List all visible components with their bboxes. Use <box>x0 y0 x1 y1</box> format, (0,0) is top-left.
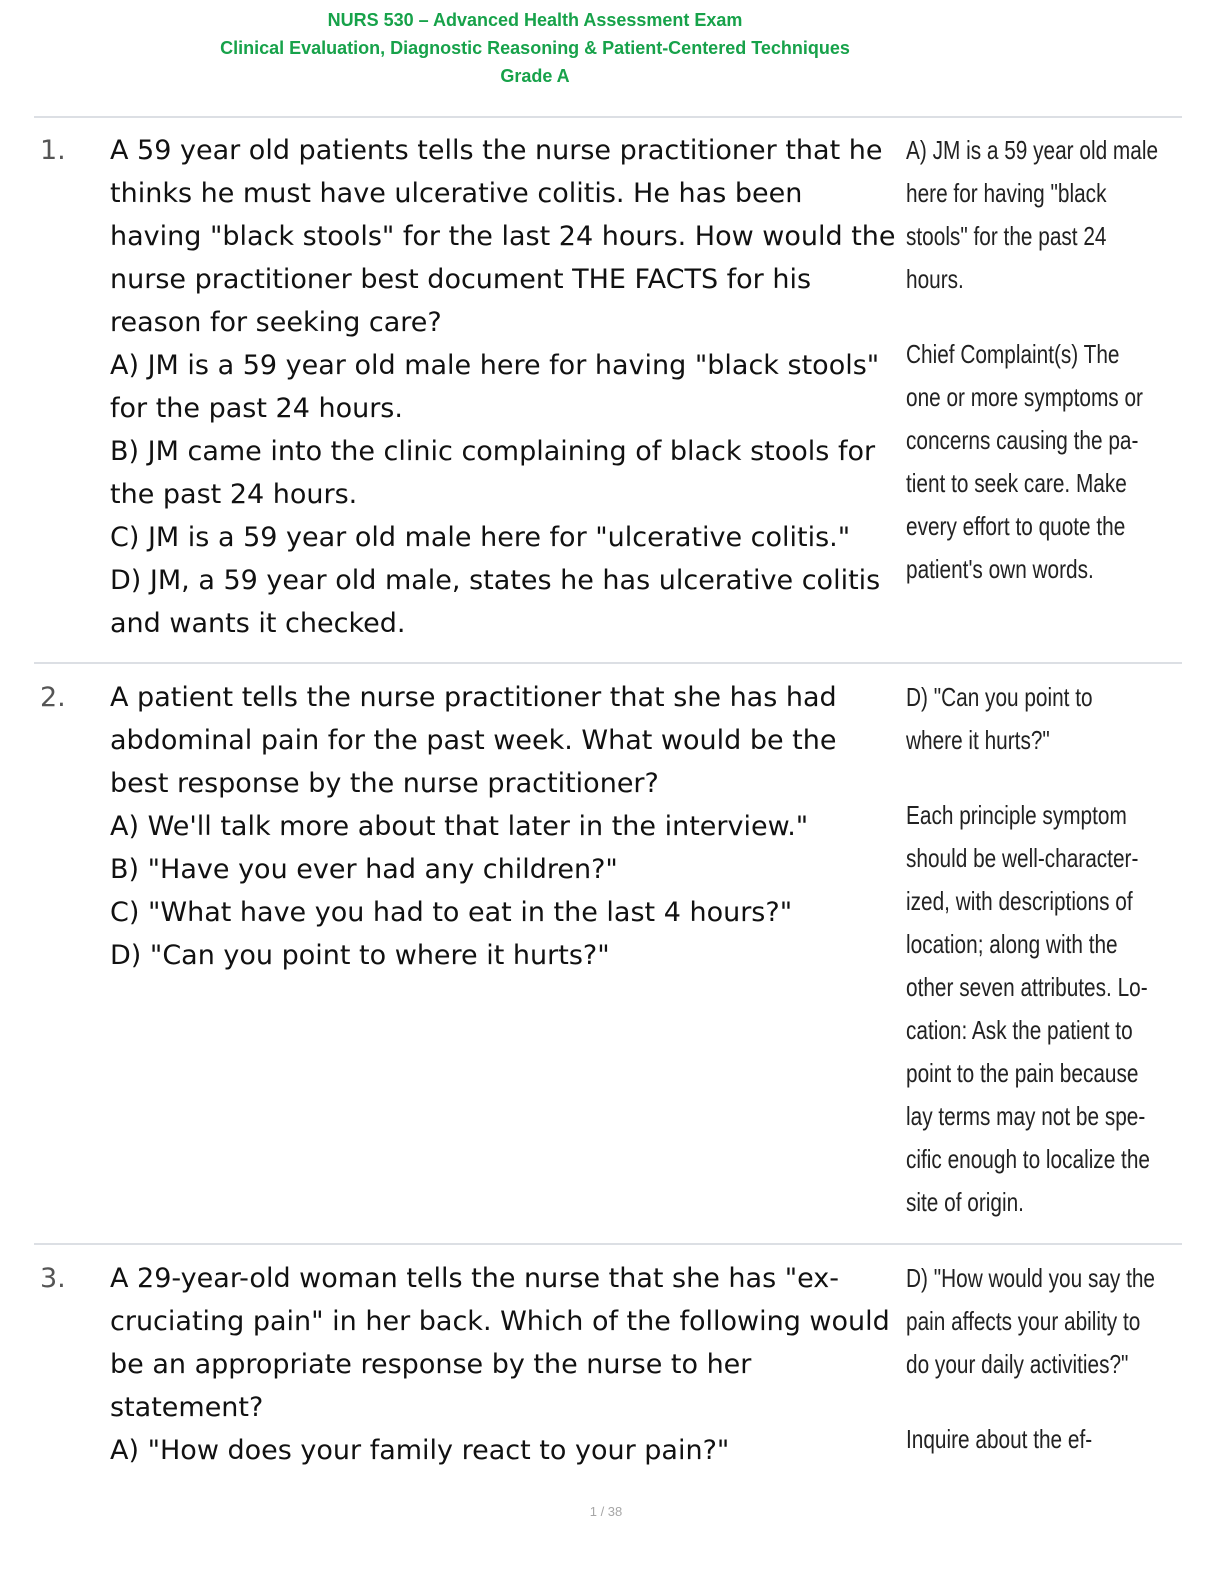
answer-line: D) "How would you say the <box>906 1263 1156 1293</box>
rationale-line: concerns causing the pa- <box>906 425 1139 455</box>
answer-panel <box>906 1257 1156 1461</box>
answer-line: stools" for the past 24 <box>906 221 1107 251</box>
spacer <box>906 301 1116 333</box>
answer-line: pain affects your ability to <box>906 1306 1141 1336</box>
rationale-line: cation: Ask the patient to <box>906 1015 1133 1045</box>
rationale-line: Each principle symptom <box>906 800 1127 830</box>
option-d: D) JM, a 59 year old male, states he has ulcerative colitis and wants it checked. <box>110 565 881 639</box>
spacer <box>906 762 1116 794</box>
rationale-line: should be well-character- <box>906 843 1139 873</box>
rationale-line: site of origin. <box>906 1187 1024 1217</box>
answer-panel <box>906 129 1159 591</box>
answer-panel <box>906 676 1150 1224</box>
question-text: A 29-year-old woman tells the nurse that she has "ex-cruciating pain" in her back. Which of the following would be an appropriate response by the nurse to her statement? <box>110 1263 890 1423</box>
divider <box>34 1243 1182 1245</box>
rationale-line: other seven attributes. Lo- <box>906 972 1148 1002</box>
option-c: C) "What have you had to eat in the last 4 hours?" <box>110 897 793 928</box>
divider <box>34 116 1182 118</box>
rationale-line: tient to seek care. Make <box>906 468 1127 498</box>
spacer <box>906 1386 1116 1418</box>
option-a: A) We'll talk more about that later in the interview." <box>110 811 809 842</box>
rationale-line: every effort to quote the <box>906 511 1126 541</box>
question-body <box>110 676 900 977</box>
rationale-line: lay terms may not be spe- <box>906 1101 1146 1131</box>
question-number: 1. <box>40 135 66 166</box>
answer-line: D) "Can you point to <box>906 682 1093 712</box>
rationale-line: location; along with the <box>906 929 1118 959</box>
question-number: 2. <box>40 682 66 713</box>
rationale-line: one or more symptoms or <box>906 382 1143 412</box>
option-a: A) "How does your family react to your pain?" <box>110 1435 730 1466</box>
question-body <box>110 1257 900 1472</box>
option-c: C) JM is a 59 year old male here for "ulcerative colitis." <box>110 522 851 553</box>
grade-label: Grade A <box>500 66 570 86</box>
option-b: B) JM came into the clinic complaining of black stools for the past 24 hours. <box>110 436 876 510</box>
rationale-line: point to the pain because <box>906 1058 1139 1088</box>
page-number: 1 / 38 <box>589 1504 623 1519</box>
divider <box>34 662 1182 664</box>
rationale-line: patient's own words. <box>906 554 1094 584</box>
rationale-line: Inquire about the ef- <box>906 1424 1093 1454</box>
question-text: A 59 year old patients tells the nurse practitioner that he thinks he must have ulcerative colitis. He has been having "black stools" for the last 24 hours. How would the nurse practitioner best document THE FACTS for his reason for seeking care? <box>110 135 896 338</box>
question-body <box>110 129 900 645</box>
option-a: A) JM is a 59 year old male here for having "black stools" for the past 24 hours. <box>110 350 880 424</box>
answer-line: do your daily activities?" <box>906 1349 1129 1379</box>
answer-line: here for having "black <box>906 178 1107 208</box>
rationale-line: Chief Complaint(s) The <box>906 339 1120 369</box>
rationale-line: ized, with descriptions of <box>906 886 1133 916</box>
answer-line: A) JM is a 59 year old male <box>906 135 1159 165</box>
course-title: NURS 530 – Advanced Health Assessment Exam <box>327 10 743 30</box>
option-d: D) "Can you point to where it hurts?" <box>110 940 610 971</box>
answer-line: hours. <box>906 264 964 294</box>
answer-line: where it hurts?" <box>906 725 1050 755</box>
rationale-line: cific enough to localize the <box>906 1144 1150 1174</box>
question-text: A patient tells the nurse practitioner that she has had abdominal pain for the past week. What would be the best response by the nurse practitioner? <box>110 682 837 799</box>
option-b: B) "Have you ever had any children?" <box>110 854 618 885</box>
question-number: 3. <box>40 1263 66 1294</box>
exam-subtitle: Clinical Evaluation, Diagnostic Reasoning & Patient-Centered Techniques <box>220 38 850 58</box>
document-header <box>0 6 1070 90</box>
